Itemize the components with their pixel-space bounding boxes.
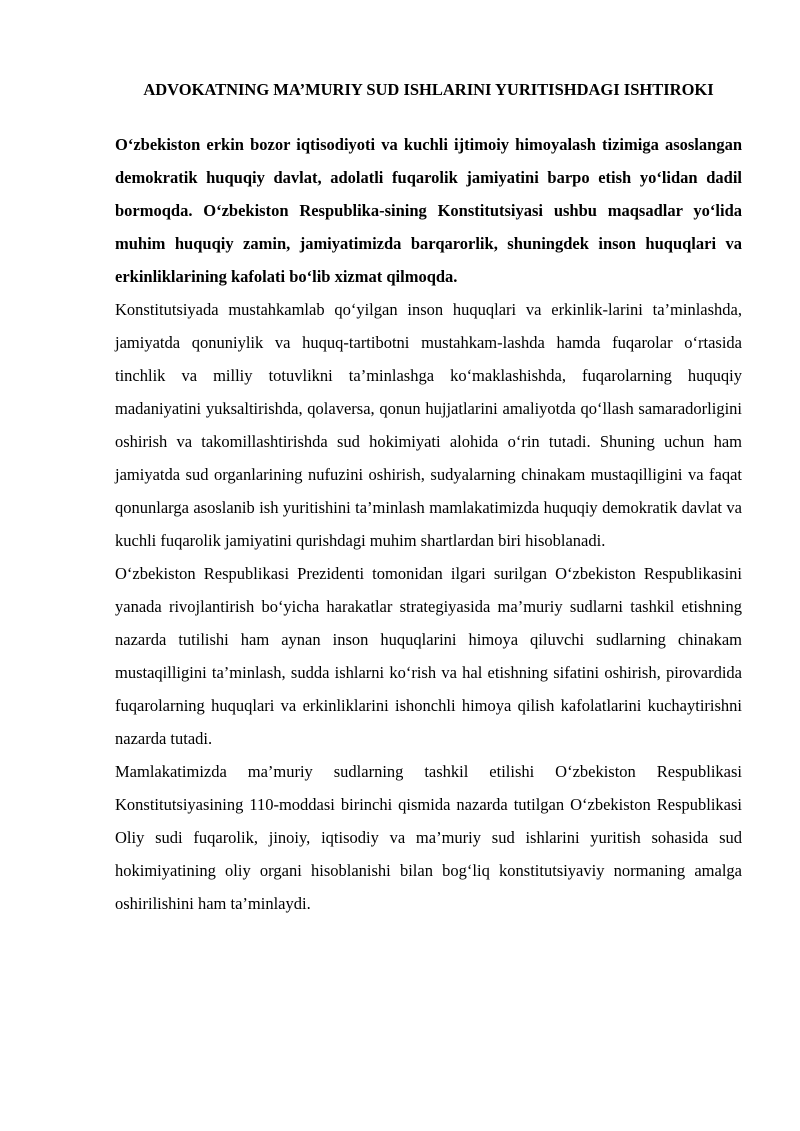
body-paragraph-1: Konstitutsiyada mustahkamlab qo‘yilgan inson huquqlari va erkinlik-larini ta’minlashda, jamiyatda qonuniylik va huquq-tartibotni mustahkam-lashda hamda fuqarolar o‘rtasida tinchlik va milliy totuvlikni ta’minlashga ko‘maklashishda, fuqarolarning huquqiy madaniyatini yuksaltirishda, qolaversa, qonun hujjatlarini amaliyotda qo‘llash samaradorligini oshirish va takomillashtirishda sud hokimiyati alohida o‘rin tutadi. Shuning uchun ham jamiyatda sud organlarining nufuzini oshirish, sudyalarning chinakam mustaqilligini va faqat qonunlarga asoslanib ish yuritishini ta’minlash mamlakatimizda huquqiy demokratik davlat va kuchli fuqarolik jamiyatini qurishdagi muhim shartlardan biri hisoblanadi. [115,300,742,550]
body-paragraph-3: Mamlakatimizda ma’muriy sudlarning tashkil etilishi O‘zbekiston Respublikasi Konstitutsiyasining 110-moddasi birinchi qismida nazarda tutilgan O‘zbekiston Respublikasi Oliy sudi fuqarolik, jinoiy, iqtisodiy va ma’muriy sud ishlarini yuritish sohasida sud hokimiyatining oliy organi hisoblanishi bilan bog‘liq konstitutsiyaviy normaning amalga oshirilishini ham ta’minlaydi. [115,762,742,913]
intro-paragraph: O‘zbekiston erkin bozor iqtisodiyoti va kuchli ijtimoiy himoyalash tizimiga asoslangan demokratik huquqiy davlat, adolatli fuqarolik jamiyatini barpo etish yo‘lidan dadil bormoqda. O‘zbekiston Respublika-sining Konstitutsiyasi ushbu maqsadlar yo‘lida muhim huquqiy zamin, jamiyatimizda barqarorlik, shuningdek inson huquqlari va erkinliklarining kafolati bo‘lib xizmat qilmoqda. [115,135,742,286]
document-title: ADVOKATNING MA’MURIY SUD ISHLARINI YURITISHDAGI ISHTIROKI [143,80,714,99]
body-paragraph-2: O‘zbekiston Respublikasi Prezidenti tomonidan ilgari surilgan O‘zbekiston Respublikasini yanada rivojlantirish bo‘yicha harakatlar strategiyasida ma’muriy sudlarni tashkil etishning nazarda tutilishi ham aynan inson huquqlarini himoya qiluvchi sudlarning chinakam mustaqilligini ta’minlash, sudda ishlarni ko‘rish va hal etishning sifatini oshirish, pirovardida fuqarolarning huquqlari va erkinliklarini ishonchli himoya qilish kafolatlarini kuchaytirishni nazarda tutadi. [115,564,742,748]
document-page [115,74,742,920]
